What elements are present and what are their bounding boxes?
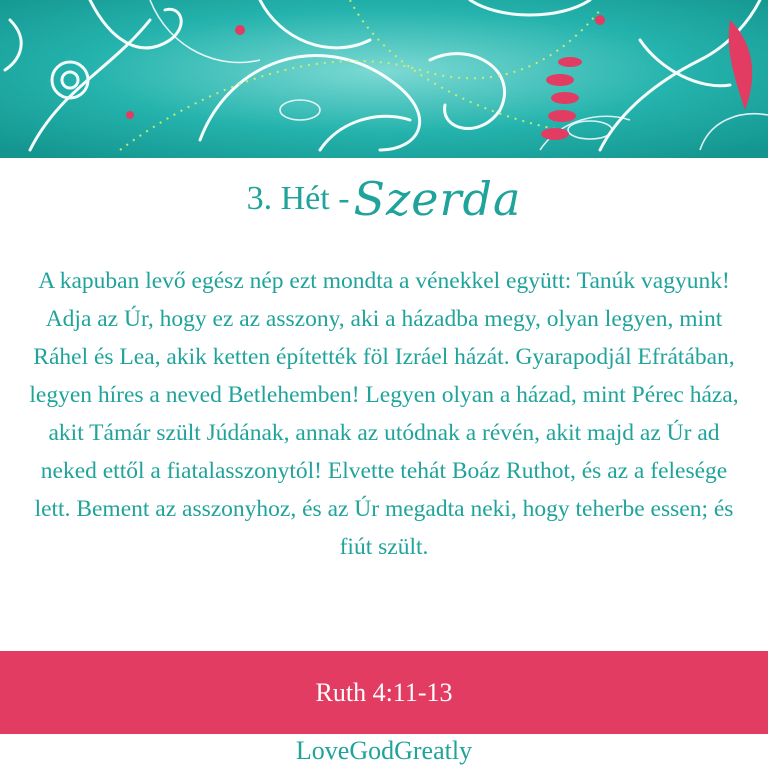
brand-name: LoveGodGreatly xyxy=(295,736,473,765)
floral-banner xyxy=(0,0,768,158)
scripture-reference: Ruth 4:11-13 xyxy=(315,677,453,707)
page-title xyxy=(0,172,768,242)
title-weekday-script: Szerda xyxy=(353,172,522,226)
floral-pattern-icon xyxy=(0,0,768,158)
verse-text: A kapuban levő egész nép ezt mondta a vénekkel együtt: Tanúk vagyunk! Adja az Úr, hogy ez az asszony, aki a házadba megy, olyan legyen, mint Ráhel és Lea, akik ketten építették föl Izráel házát. Gyarapodjál Efrátában, legyen híres a neved Betlehemben! Legyen olyan a házad, mint Pérec háza, akit Támár szült Júdának, annak az utódnak a révén, akit majd az Úr ad neked ettől a fiatalasszonytól! Elvette tehát Boáz Ruthot, és az a felesége lett. Bement az asszonyhoz, és az Úr megadta neki, hogy teherbe essen; és fiút szült. xyxy=(29,268,739,560)
title-week-day: 3. Hét - xyxy=(246,180,350,217)
reference-band xyxy=(0,651,768,734)
